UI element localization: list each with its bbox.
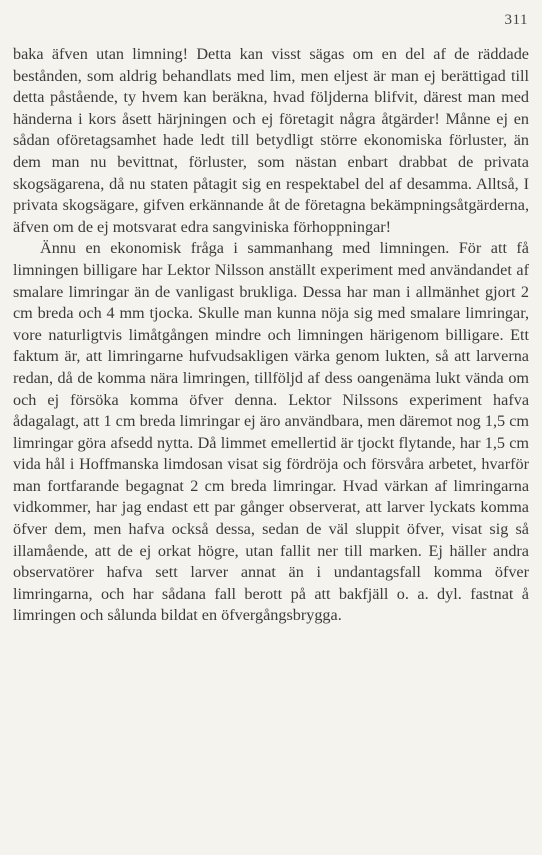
page-number: 311 [504,12,528,28]
paragraph-2: Ännu en ekonomisk fråga i sammanhang med limningen. För att få limningen billigare har Lektor Nilsson anställt experiment med användandet af smalare limringar än de vanligast brukliga. Dessa har man i allmänhet gjort 2 cm breda och 4 mm tjocka. Skulle man kunna nöja sig med smalare limringar, vore naturligtvis limåtgången mindre och limningen härigenom billigare. Ett faktum är, att limringarne hufvudsakligen värka genom lukten, så att larverna redan, då de komma nära limringen, tillföljd af dess oangenäma lukt vända om och ej försöka komma öfver denna. Lektor Nilssons experiment hafva ådagalagt, att 1 cm breda limringar ej äro användbara, men däremot nog 1,5 cm limringar göra afsedd nytta. Då limmet emellertid är tjockt flytande, har 1,5 cm vida hål i Hoffmanska limdosan visat sig fördröja och försvåra arbetet, hvarför man fortfarande begagnat 2 cm breda limringar. Hvad värkan af limringarna vidkommer, har jag endast ett par gånger observerat, att larver lyckats komma öfver dem, men hafva också dessa, sedan de väl sluppit öfver, visat sig så illamående, att de ej orkat högre, utan fallit ner till marken. Ej häller andra observatörer hafva sett larver annat än i undantagsfall komma öfver limringarna, och har sådana fall berott på att bakfjäll o. a. dyl. fastnat å limringen och sålunda bildat en öfvergångsbrygga. [13,239,529,625]
paragraph-1: baka äfven utan limning! Detta kan visst sägas om en del af de räddade bestånden, som aldrig behandlats med lim, men eljest är man ej berättigad till detta påstående, ty hvem kan beräkna, hvad följderna blifvit, därest man med händerna i kors åsett härjningen och ej företagit några åtgärder! Månne ej en sådan oföretagsamhet hade ledt till betydligt större ekonomiska förluster, än dem man nu bevittnat, förluster, som nästan enbart drabbat de privata skogsägarena, då nu staten påtagit sig en respektabel del af desamma. Alltså, I privata skogsägare, gifven erkännande åt de företagna bekämpningsåtgärderna, äfven om de ej motsvarat edra sangviniska förhoppningar! [13,45,529,236]
body-text [13,44,529,627]
